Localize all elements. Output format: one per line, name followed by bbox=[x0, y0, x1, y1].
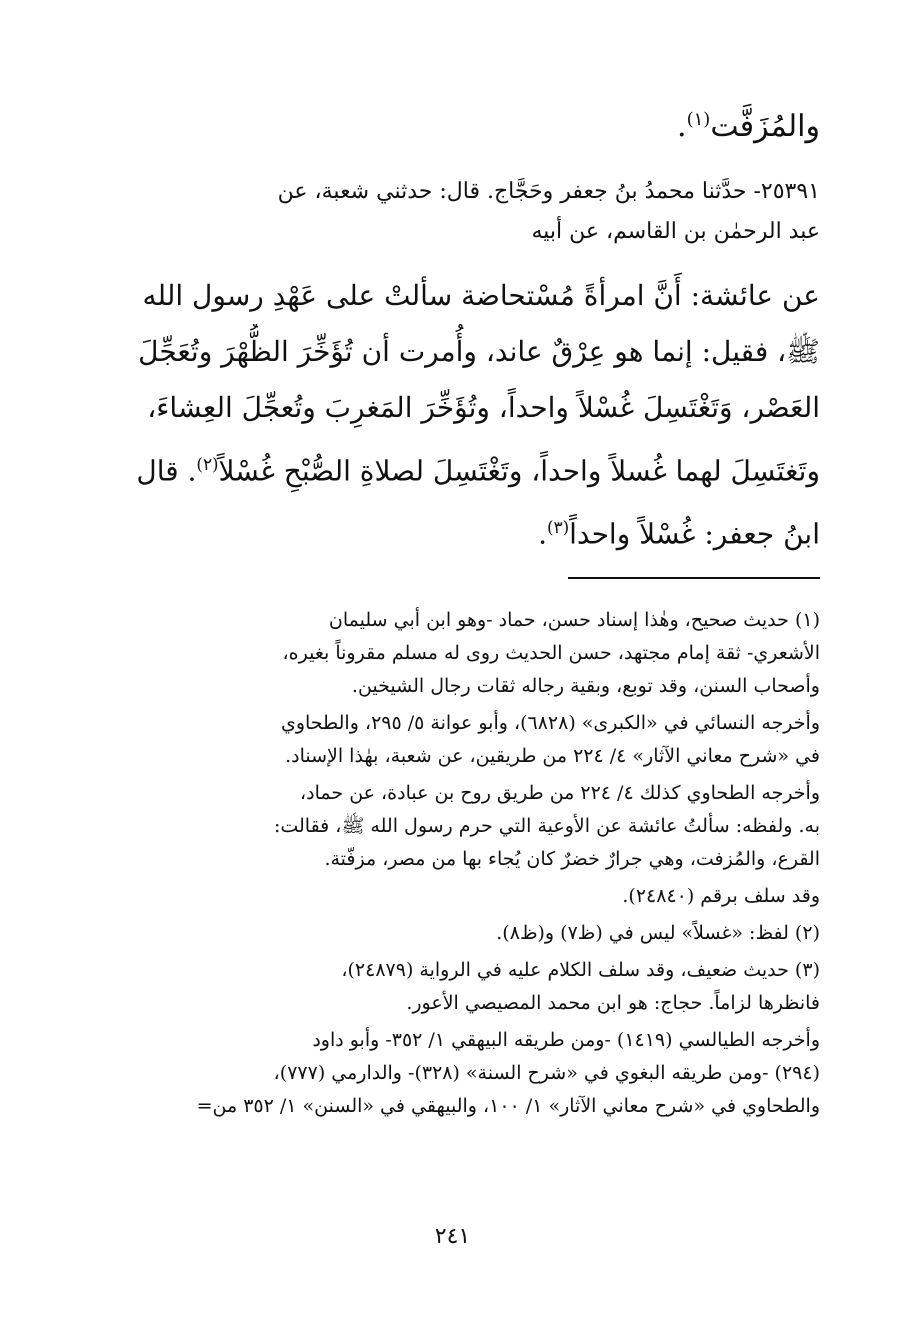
hadith-line: ﷺ، فقيل: إنما هو عِرْقٌ عاند، وأُمرت أن تُؤَخِّرَ الظُّهْرَ وتُعَجِّلَ bbox=[138, 335, 820, 368]
footnote-line: (١) حديث صحيح، وهٰذا إسناد حسن، حماد -وهو ابن أبي سليمان bbox=[328, 609, 820, 631]
footnote-separator bbox=[568, 577, 820, 579]
footnote-line: القرع، والمُزفت، وهي جرارٌ خضرٌ كان يُجاء بها من مصر، مزفّتة. bbox=[324, 848, 820, 870]
footnote-line: وأخرجه الطيالسي (١٤١٩) -ومن طريقه البيهقي ١/ ٣٥٢- وأبو داود bbox=[312, 1029, 820, 1051]
footnote-paragraph bbox=[110, 1024, 820, 1123]
footnote-paragraph bbox=[110, 954, 820, 1020]
footnote-line: وقد سلف برقم (٢٤٨٤٠). bbox=[622, 885, 820, 907]
footnote-ref-3: (٣) bbox=[546, 517, 570, 538]
footnote-paragraph bbox=[110, 880, 820, 913]
hadith-line: العَصْر، وَتَغْتَسِلَ غُسْلاً واحداً، وتُؤَخِّرَ المَغرِبَ وتُعجِّلَ العِشاءَ، bbox=[147, 391, 820, 424]
footnote-line: (٢) لفظ: «غسلاً» ليس في (ظ٧) و(ظ٨). bbox=[496, 922, 820, 944]
chain-line: ٢٥٣٩١- حدَّثنا محمدُ بنُ جعفر وحَجَّاج. قال: حدثني شعبة، عن bbox=[277, 179, 820, 204]
hadith-line bbox=[110, 436, 820, 499]
hadith-line-4-text: وتَغتَسِلَ لهما غُسلاً واحداً، وتَغْتَسِلَ لصلاةِ الصُّبْحِ غُسْلاً bbox=[218, 454, 820, 488]
footnote-line: وأخرجه الطحاوي كذلك ٤/ ٢٢٤ من طريق روح بن عبادة، عن حماد، bbox=[300, 782, 820, 804]
intro-text: والمُزَفَّت bbox=[710, 109, 820, 144]
footnote-paragraph bbox=[110, 707, 820, 773]
footnotes bbox=[110, 604, 820, 1127]
footnote-line: والطحاوي في «شرح معاني الآثار» ١/ ١٠٠، والبيهقي في «السنن» ١/ ٣٥٢ من= bbox=[196, 1095, 820, 1117]
hadith-line-4-after: . قال bbox=[136, 454, 197, 488]
hadith-line-5-text: ابنُ جعفر: غُسْلاً واحداً bbox=[569, 517, 820, 551]
footnote-paragraph bbox=[110, 917, 820, 950]
footnote-line: في «شرح معاني الآثار» ٤/ ٢٢٤ من طريقين، عن شعبة، بهٰذا الإسناد. bbox=[285, 745, 820, 767]
footnote-paragraph bbox=[110, 604, 820, 703]
footnote-line: الأشعري- ثقة إمام مجتهد، حسن الحديث روى له مسلم مقروناً بغيره، bbox=[282, 642, 820, 664]
footnote-line: وأخرجه النسائي في «الكبرى» (٦٨٢٨)، وأبو عوانة ٥/ ٢٩٥، والطحاوي bbox=[280, 712, 820, 734]
hadith-line-5-end: . bbox=[538, 517, 547, 551]
intro-line bbox=[110, 100, 820, 147]
intro-end: . bbox=[677, 109, 687, 144]
footnote-line: فانظرها لزاماً. حجاج: هو ابن محمد المصيصي الأعور. bbox=[406, 992, 820, 1014]
hadith-chain bbox=[110, 172, 820, 252]
hadith-line bbox=[110, 499, 820, 562]
chain-line: عبد الرحمٰن بن القاسم، عن أبيه bbox=[531, 219, 820, 244]
hadith-text bbox=[110, 268, 820, 563]
footnote-line: (٢٩٤) -ومن طريقه البغوي في «شرح السنة» (٣٢٨)- والدارمي (٧٧٧)، bbox=[273, 1062, 820, 1084]
footnote-line: (٣) حديث ضعيف، وقد سلف الكلام عليه في الرواية (٢٤٨٧٩)، bbox=[341, 959, 820, 981]
footnote-line: به. ولفظه: سألتُ عائشة عن الأوعية التي حرم رسول الله ﷺ، فقالت: bbox=[273, 815, 820, 837]
footnote-paragraph bbox=[110, 777, 820, 876]
footnote-line: وأصحاب السنن، وقد توبع، وبقية رجاله ثقات رجال الشيخين. bbox=[351, 675, 820, 697]
footnote-ref-1: (١) bbox=[686, 109, 711, 130]
hadith-line: عن عائشة: أَنَّ امرأةً مُسْتحاضة سألتْ على عَهْدِ رسول الله bbox=[142, 279, 820, 312]
page-number: ٢٤١ bbox=[434, 1224, 471, 1249]
footnote-ref-2: (٢) bbox=[196, 454, 219, 474]
